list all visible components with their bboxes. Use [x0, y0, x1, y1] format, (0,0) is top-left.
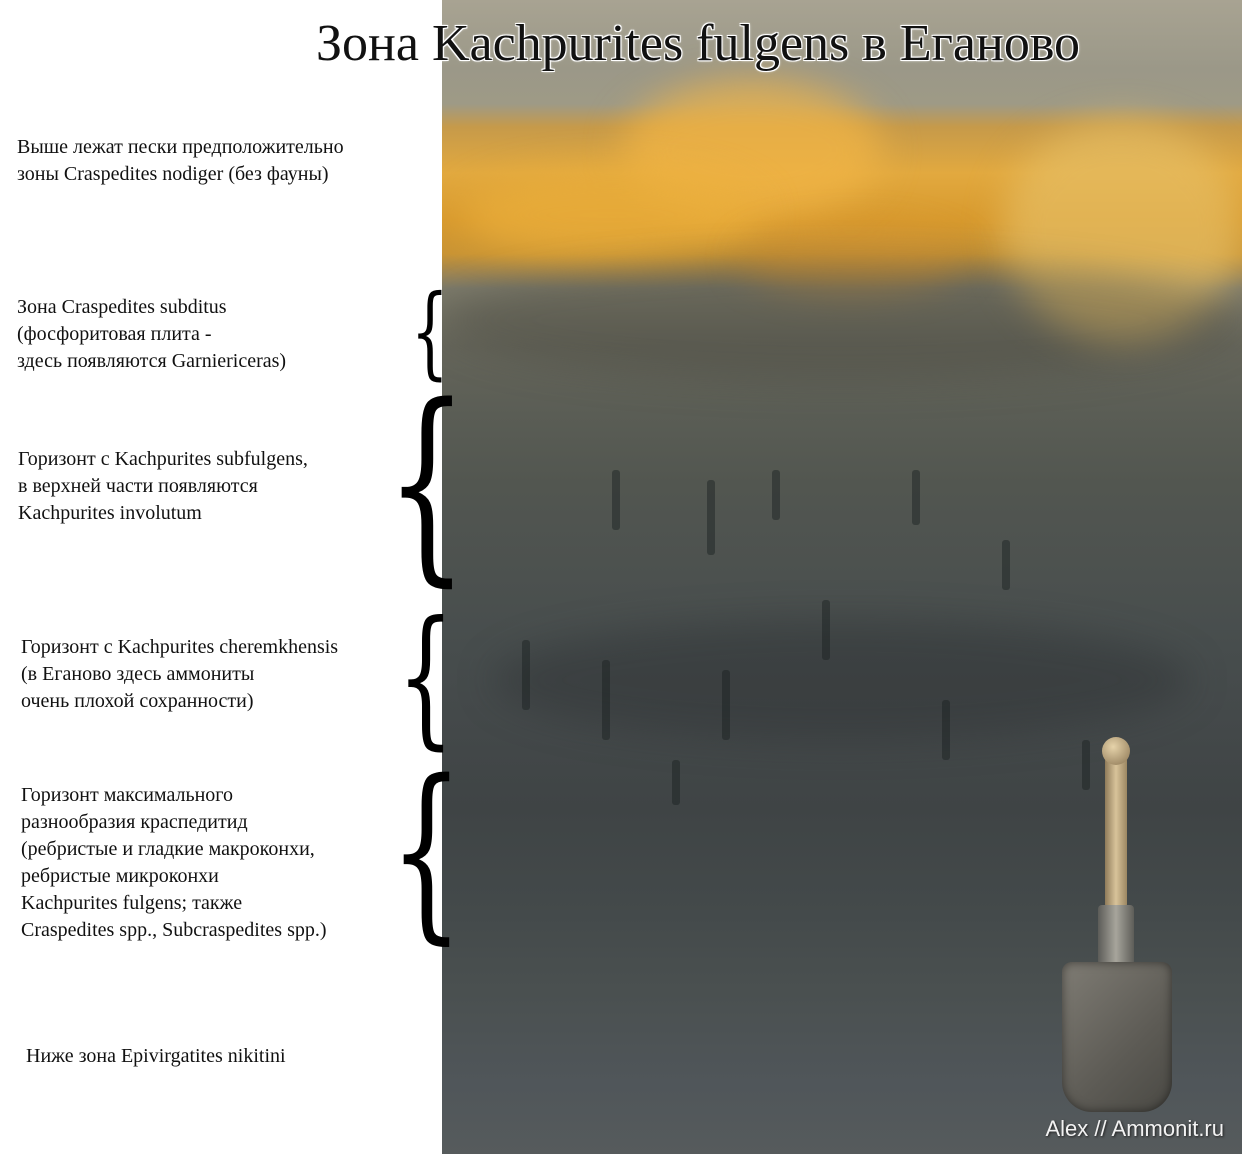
label-cheremkhensis: Горизонт с Kachpurites cheremkhensis (в Еганово здесь аммониты очень плохой сохранности) — [21, 636, 339, 712]
label-subfulgens: Горизонт с Kachpurites subfulgens, в верхней части появляются Kachpurites involutum — [18, 448, 308, 524]
watermark: Alex // Ammonit.ru — [1045, 1116, 1224, 1141]
shovel-collar — [1098, 905, 1134, 965]
brace-subfulgens: { — [385, 360, 469, 605]
label-subditus: Зона Craspedites subditus (фосфоритовая плита - здесь появляются Garniericeras) — [17, 296, 287, 372]
brace-cheremkhensis: { — [397, 590, 455, 764]
label-fulgens: Горизонт максимального разнообразия краспедитид (ребристые и гладкие макроконхи, ребристые микроконхи Kachpurites fulgens; также Craspedites spp., Subcraspedites spp.) — [21, 784, 327, 941]
page-title: Зона Kachpurites fulgens в Еганово — [316, 15, 1081, 72]
label-nodiger: Выше лежат пески предположительно зоны Craspedites nodiger (без фауны) — [17, 136, 344, 185]
shovel-knob — [1102, 737, 1130, 765]
shovel-handle — [1105, 755, 1127, 910]
label-nikitini: Ниже зона Epivirgatites nikitini — [26, 1045, 286, 1067]
brace-fulgens: { — [388, 740, 464, 961]
brace-subditus: { — [410, 273, 449, 390]
shovel-blade — [1062, 962, 1172, 1112]
